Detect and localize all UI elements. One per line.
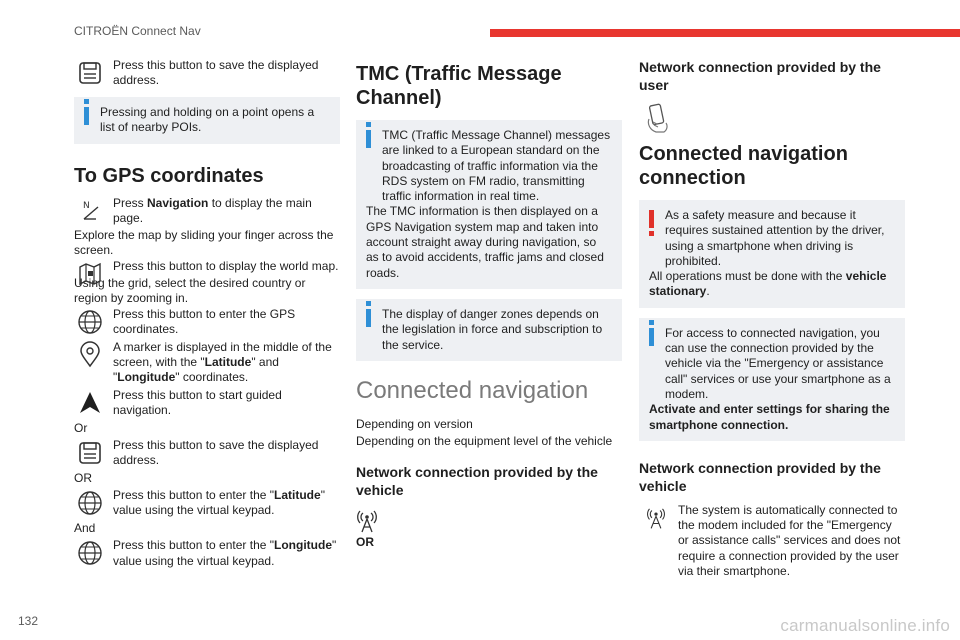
smartphone-hand-icon	[641, 102, 675, 136]
marker-row	[74, 340, 340, 386]
heading-connected-navigation: Connected navigation	[356, 376, 589, 404]
guided-row	[74, 388, 340, 419]
lon-a: Press this button to enter the "	[113, 538, 275, 553]
location-pin-icon	[74, 339, 106, 371]
world-map-text: Press this button to display the world map.	[113, 258, 339, 273]
warning-text-2: All operations must be done with the vehicle stationary.	[649, 269, 887, 299]
lon-c: " value using the virtual keypad.	[113, 538, 337, 568]
marker-b: " and "	[113, 354, 279, 385]
nav-rest: to display the main page.	[113, 195, 312, 225]
version-text: Depending on version	[356, 416, 473, 431]
heading-network-vehicle: Network connection provided by the vehicle	[356, 464, 598, 499]
guided-text: Press this button to start guided navigation.	[113, 387, 282, 417]
save-icon	[74, 437, 106, 469]
guidance-arrow-icon	[74, 387, 106, 419]
tmc-note-2: The TMC information is then displayed on a GPS Navigation system map and taken into account straight away during navigation, so as to avoid accidents, traffic jams and closed roads.	[366, 204, 604, 280]
nav-press: Press	[113, 195, 148, 210]
globe-icon	[74, 537, 106, 569]
save-address-row-2	[74, 438, 340, 469]
header-accent-bar	[490, 29, 960, 37]
heading-network-user: Network connection provided by the user	[639, 59, 881, 93]
warning-icon	[649, 210, 654, 228]
svg-text:N: N	[83, 200, 90, 211]
world-map-icon	[74, 258, 106, 290]
tmc-note-1: TMC (Traffic Message Channel) messages are linked to a European standard on the broadcasting of traffic information via the RDS system on FM radio, transmitting traffic information in real time.	[382, 128, 611, 204]
save-icon	[74, 57, 106, 89]
antenna-icon	[356, 507, 378, 533]
navigation-arrow-icon	[74, 195, 106, 227]
running-header: CITROËN Connect Nav	[74, 24, 201, 38]
latitude-row	[74, 488, 340, 519]
danger-note-text: The display of danger zones depends on the legislation in force and subscription to the service.	[382, 306, 603, 352]
lat-a: Press this button to enter the "	[113, 488, 275, 503]
auto-connect-text: The system is automatically connected to the modem included for the "Emergency or assistance calls" services and does not require a connection provided by the user via their smartphone.	[678, 502, 901, 579]
or-label: OR	[356, 535, 374, 550]
column-3	[639, 58, 905, 579]
column-1	[74, 58, 340, 571]
and-text: And	[74, 521, 96, 536]
explore-text: Explore the map by sliding your finger across the screen.	[74, 228, 334, 258]
heading-gps-coordinates: To GPS coordinates	[74, 164, 264, 187]
globe-icon	[74, 306, 106, 338]
info-note-pois	[74, 97, 340, 144]
info-icon	[366, 309, 371, 327]
auto-connect-row	[639, 503, 905, 579]
grid-text: Using the grid, select the desired country or region by zooming in.	[74, 276, 306, 306]
info-note-tmc	[356, 120, 622, 289]
globe-icon	[74, 487, 106, 519]
column-2	[356, 58, 622, 553]
or-text-1: Or	[74, 420, 88, 435]
lat-c: " value using the virtual keypad.	[113, 488, 325, 518]
marker-c: " coordinates.	[175, 370, 249, 385]
enter-gps-row	[74, 307, 340, 338]
warning-note	[639, 200, 905, 308]
heading-connected-nav-connection: Connected navigation connection	[639, 143, 848, 189]
antenna-icon	[643, 502, 669, 532]
navigation-row	[74, 196, 340, 259]
save-address-row	[74, 58, 340, 89]
longitude-row	[74, 538, 340, 569]
heading-network-vehicle-2: Network connection provided by the vehicle	[639, 459, 881, 494]
info-icon	[84, 107, 89, 125]
marker-lon: Longitude	[117, 370, 176, 385]
info-connection-1: For access to connected navigation, you can use the connection provided by the vehicle via the "Emergency or assistance call" services or use your smartphone as a modem.	[665, 325, 891, 401]
save-address-text-2: Press this button to save the displayed address.	[113, 437, 319, 468]
equipment-text: Depending on the equipment level of the vehicle	[356, 434, 613, 449]
info-icon	[366, 130, 371, 148]
heading-tmc: TMC (Traffic Message Channel)	[356, 63, 562, 109]
enter-gps-text: Press this button to enter the GPS coordinates.	[113, 306, 296, 336]
world-map-row	[74, 259, 340, 307]
lat-b: Latitude	[274, 488, 321, 503]
save-address-text: Press this button to save the displayed address.	[113, 58, 319, 88]
lon-b: Longitude	[274, 538, 332, 553]
page-number: 132	[18, 614, 39, 628]
nav-bold: Navigation	[147, 195, 209, 210]
info-icon	[649, 328, 654, 346]
info-note-danger	[356, 299, 622, 361]
watermark: carmanualsonline.info	[780, 616, 950, 635]
or-text-2: OR	[74, 470, 92, 485]
note-pois-text: Pressing and holding on a point opens a list of nearby POIs.	[100, 105, 315, 135]
warning-text-1: As a safety measure and because it requires sustained attention by the driver, using a smartphone when driving is prohibited.	[665, 208, 885, 268]
marker-lat: Latitude	[204, 354, 252, 369]
info-note-connection	[639, 318, 905, 441]
marker-a: A marker is displayed in the middle of the screen, with the "	[113, 339, 332, 369]
info-connection-2: Activate and enter settings for sharing the smartphone connection.	[649, 402, 890, 432]
